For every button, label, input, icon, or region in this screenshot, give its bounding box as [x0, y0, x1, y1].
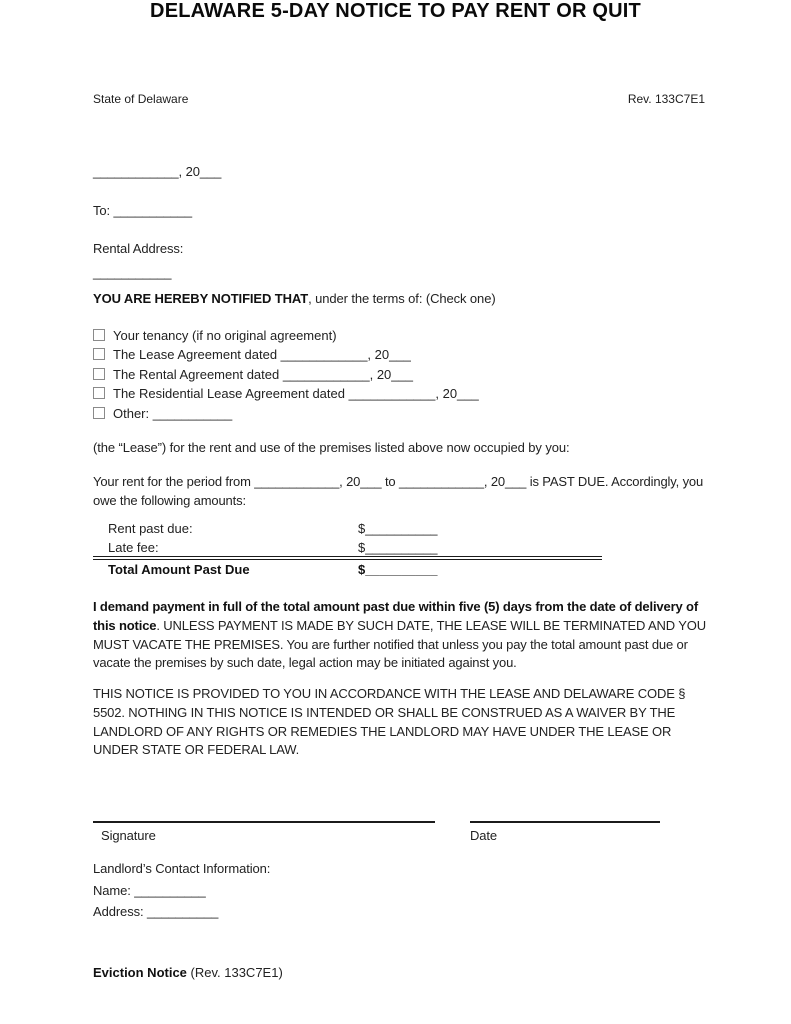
rental-address-label: Rental Address:	[93, 241, 184, 256]
page-title: DELAWARE 5-DAY NOTICE TO PAY RENT OR QUIT	[150, 0, 641, 22]
date-label: Date	[470, 828, 498, 843]
date-line-field[interactable]	[470, 821, 660, 823]
signature-line-field[interactable]	[93, 821, 435, 823]
signature-label: Signature	[101, 828, 156, 843]
amounts-table	[93, 521, 705, 581]
checkbox-label: The Rental Agreement dated ____________, 20___	[113, 366, 413, 382]
demand-rest-text: . UNLESS PAYMENT IS MADE BY SUCH DATE, THE LEASE WILL BE TERMINATED AND YOU MUST VACATE THE PREMISES. You are further notified that unless you pay the total amount past due or vacate the premises by such date, legal action may be initiated against you.	[93, 617, 706, 671]
checkbox-label: Other: ___________	[113, 405, 233, 421]
footer-revision: (Rev. 133C7E1)	[186, 965, 283, 980]
notified-bold-text: YOU ARE HEREBY NOTIFIED THAT	[93, 291, 309, 306]
landlord-name-field[interactable]: Name: __________	[93, 883, 206, 898]
checkbox-option-lease-agreement[interactable]	[93, 345, 479, 364]
demand-paragraph	[93, 598, 715, 673]
revision-label: Rev. 133C7E1	[627, 92, 705, 106]
rent-period-paragraph: Your rent for the period from ____________, 20___ to ____________, 20___ is PAST DUE. Accordingly, you owe the following amounts:	[93, 474, 704, 508]
checkbox-icon[interactable]	[93, 407, 105, 419]
total-amount-label: Total Amount Past Due	[108, 562, 250, 577]
accordance-paragraph: THIS NOTICE IS PROVIDED TO YOU IN ACCORDANCE WITH THE LEASE AND DELAWARE CODE § 5502. NOTHING IN THIS NOTICE IS INTENDED OR SHALL BE CONSTRUED AS A WAIVER BY THE LANDLORD OF ANY RIGHTS OR REMEDIES THE LANDLORD MAY HAVE UNDER THE LEASE OR UNDER STATE OR FEDERAL LAW.	[93, 686, 686, 758]
checkbox-label: The Residential Lease Agreement dated ____________, 20___	[113, 386, 479, 402]
rent-past-due-label: Rent past due:	[108, 521, 193, 536]
checkbox-option-residential-lease[interactable]	[93, 384, 479, 403]
lease-definition-line: (the “Lease”) for the rent and use of the premises listed above now occupied by you:	[93, 440, 570, 455]
amounts-total-divider	[93, 556, 602, 560]
footer-line	[93, 963, 283, 982]
rental-address-blank-field[interactable]: ___________	[93, 265, 172, 280]
checkbox-label: Your tenancy (if no original agreement)	[113, 328, 337, 343]
checkbox-icon[interactable]	[93, 368, 105, 380]
notified-line	[93, 289, 733, 308]
checkbox-option-rental-agreement[interactable]	[93, 365, 479, 384]
to-field[interactable]: To: ___________	[93, 203, 192, 218]
date-blank-field[interactable]: ____________, 20___	[93, 164, 222, 179]
checkbox-option-tenancy[interactable]	[93, 326, 479, 345]
late-fee-blank-field[interactable]: $__________	[358, 540, 438, 555]
checkbox-option-other[interactable]	[93, 404, 479, 423]
late-fee-label: Late fee:	[108, 540, 159, 555]
check-one-list	[93, 326, 479, 423]
rent-past-due-blank-field[interactable]: $__________	[358, 521, 438, 536]
landlord-contact-heading: Landlord’s Contact Information:	[93, 861, 271, 876]
footer-doc-name: Eviction Notice	[93, 965, 187, 980]
state-label: State of Delaware	[93, 92, 189, 106]
landlord-address-field[interactable]: Address: __________	[93, 904, 219, 919]
notified-rest-text: , under the terms of: (Check one)	[308, 291, 496, 306]
demand-bold-text: I demand payment in full of the total amount past due within five (5) days from the date of delivery of this notice	[93, 599, 699, 633]
checkbox-label: The Lease Agreement dated ____________, 20___	[113, 347, 411, 363]
checkbox-icon[interactable]	[93, 348, 105, 360]
checkbox-icon[interactable]	[93, 329, 105, 341]
checkbox-icon[interactable]	[93, 387, 105, 399]
total-amount-blank-field[interactable]: $__________	[358, 562, 438, 577]
